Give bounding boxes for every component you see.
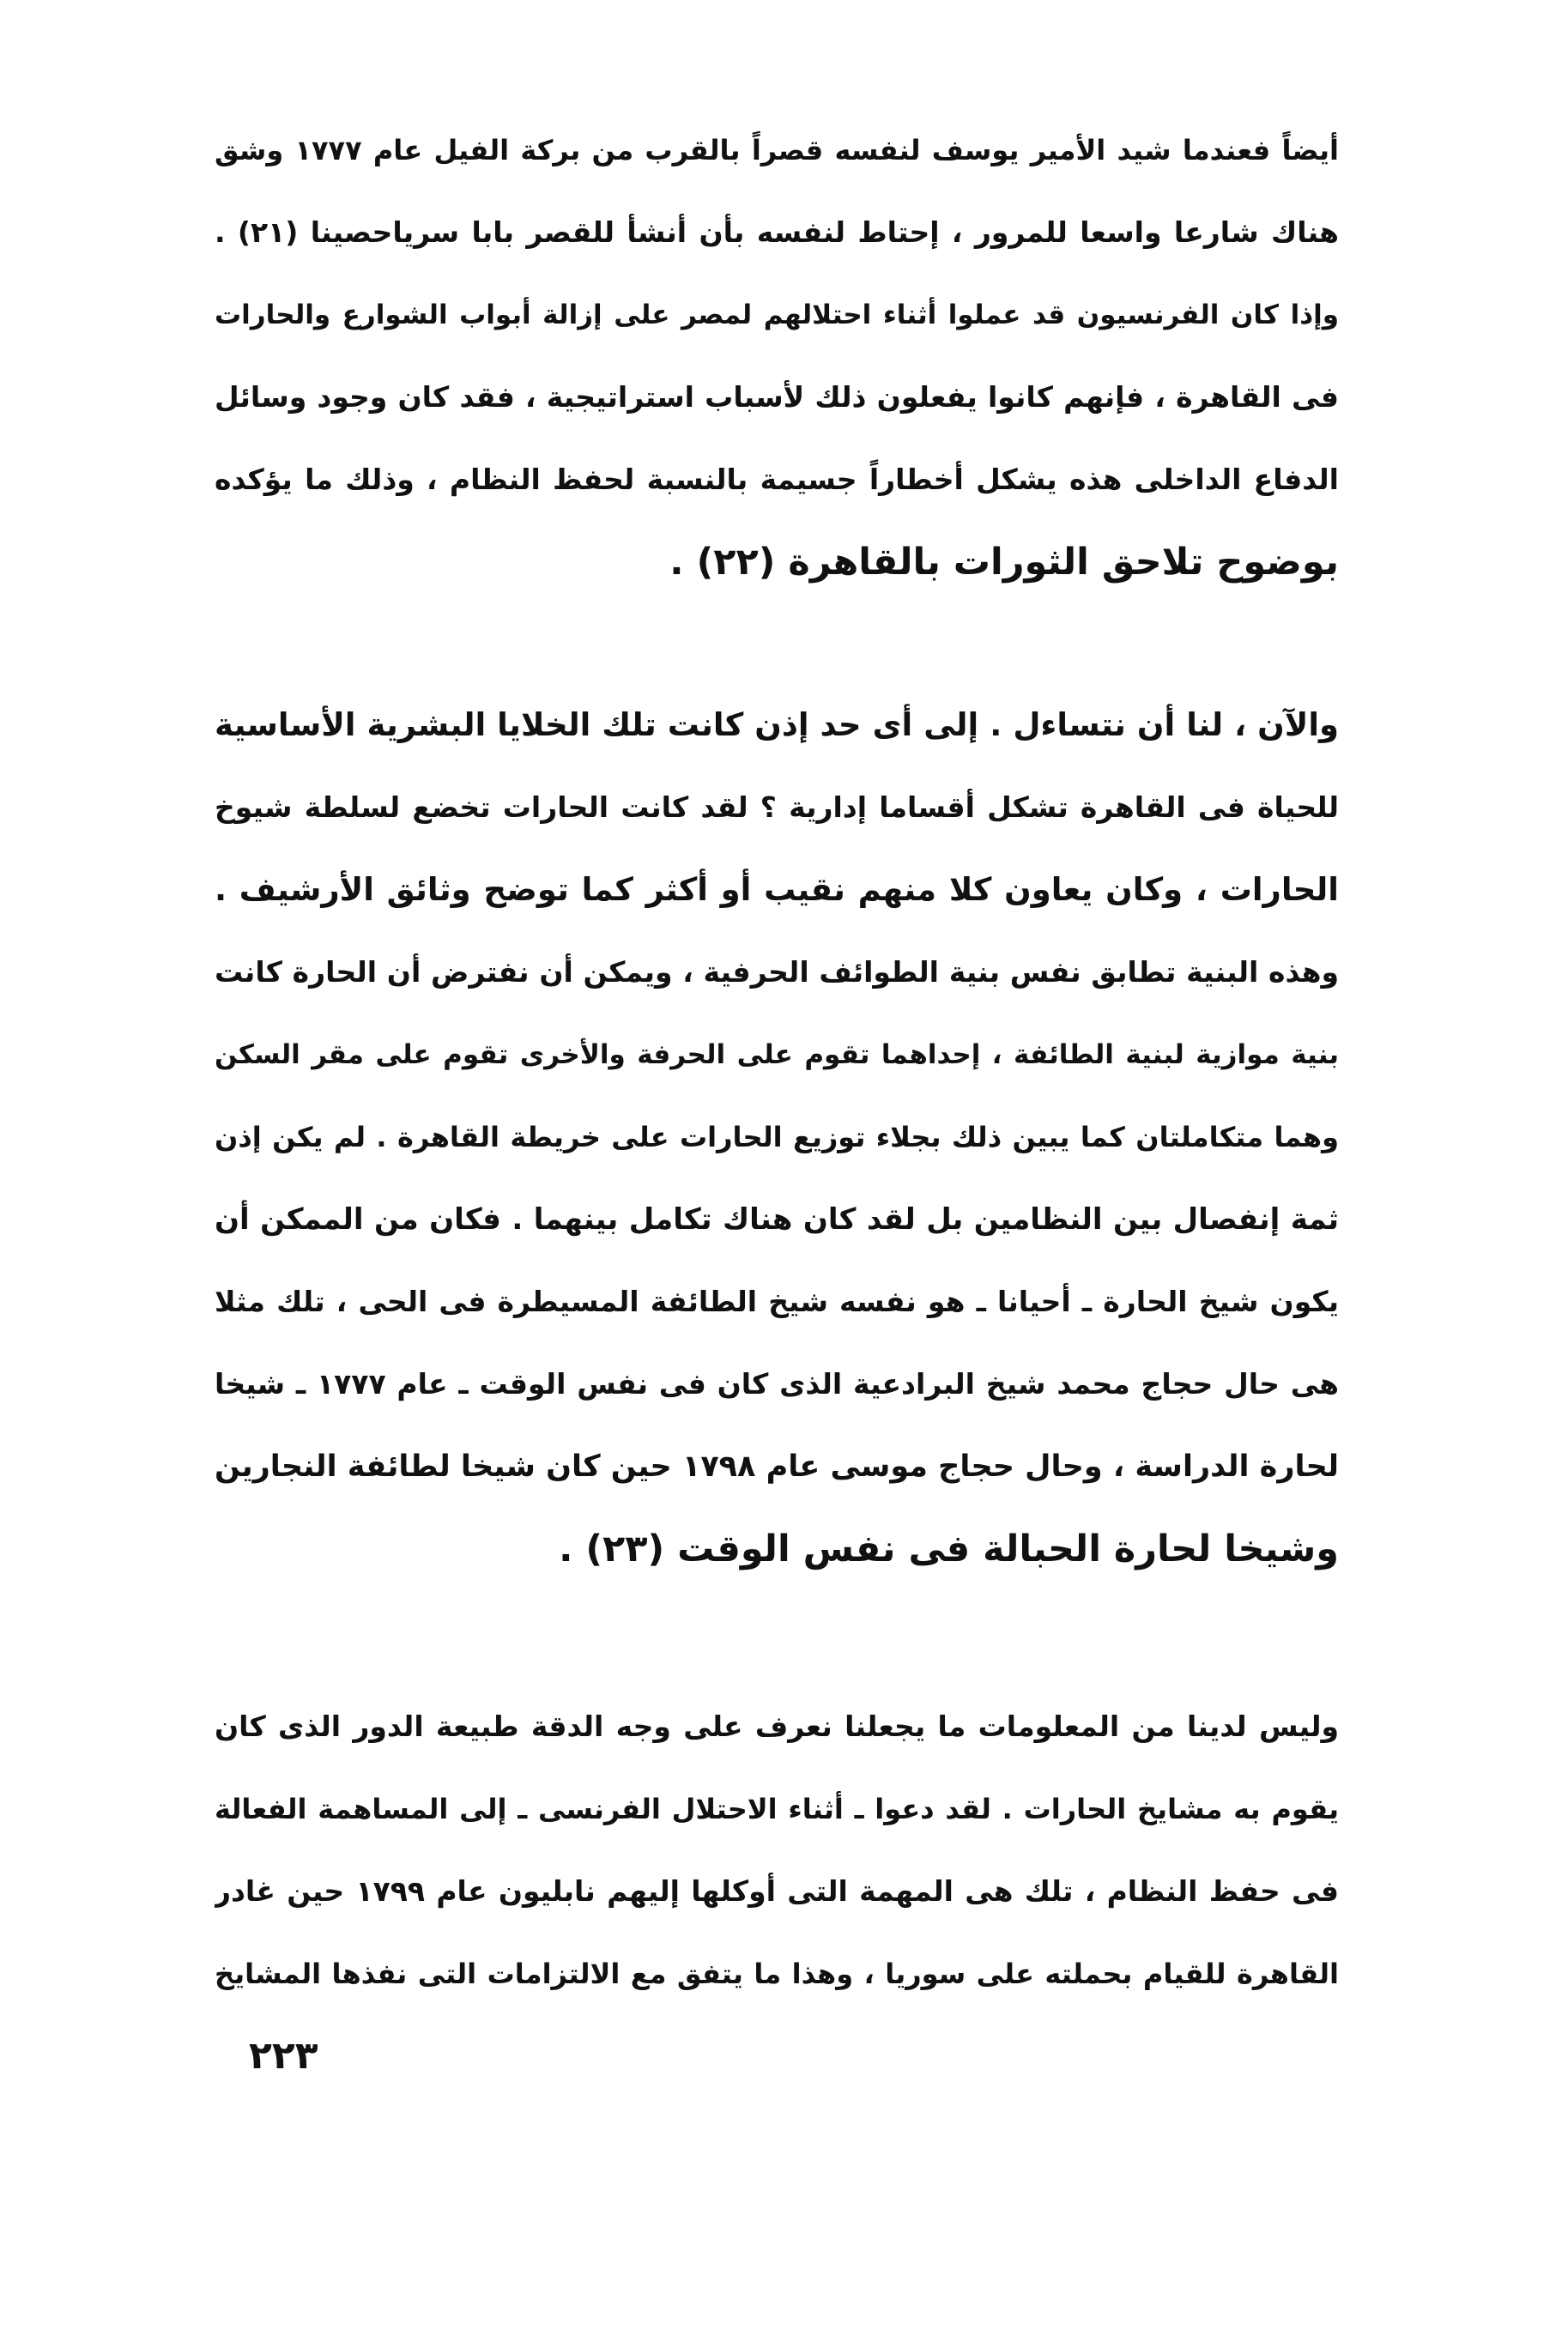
text-line: بوضوح تلاحق الثورات بالقاهرة (٢٢) .	[669, 541, 1339, 584]
text-line: وهذه البنية تطابق نفس بنية الطوائف الحرفية ، ويمكن أن نفترض أن الحارة كانت	[215, 955, 1339, 989]
text-line: فى حفظ النظام ، تلك هى المهمة التى أوكلها إليهم نابليون عام ١٧٩٩ حين غادر	[215, 1874, 1339, 1908]
text-line: لحارة الدراسة ، وحال حجاج موسى عام ١٧٩٨ حين كان شيخا لطائفة النجارين	[215, 1449, 1339, 1484]
text-line: الحارات ، وكان يعاون كلا منهم نقيب أو أكثر كما توضح وثائق الأرشيف .	[215, 871, 1339, 908]
text-line: يكون شيخ الحارة ـ أحيانا ـ هو نفسه شيخ الطائفة المسيطرة فى الحى ، تلك مثلا	[215, 1285, 1339, 1318]
page-number: ٢٢٣	[249, 2034, 318, 2078]
text-line: ثمة إنفصال بين النظامين بل لقد كان هناك تكامل بينهما . فكان من الممكن أن	[215, 1202, 1339, 1237]
text-line: الدفاع الداخلى هذه يشكل أخطاراً جسيمة بالنسبة لحفظ النظام ، وذلك ما يؤكده	[215, 463, 1339, 496]
text-line: وهما متكاملتان كما يبين ذلك بجلاء توزيع الحارات على خريطة القاهرة . لم يكن إذن	[215, 1121, 1339, 1153]
paragraph-2	[215, 684, 1339, 1590]
text-line: وإذا كان الفرنسيون قد عملوا أثناء احتلالهم لمصر على إزالة أبواب الشوارع والحارات	[215, 300, 1339, 330]
text-line: وليس لدينا من المعلومات ما يجعلنا نعرف على وجه الدقة طبيعة الدور الذى كان	[215, 1710, 1339, 1743]
paragraph-3	[215, 1685, 1339, 2015]
text-line: هى حال حجاج محمد شيخ البرادعية الذى كان فى نفس الوقت ـ عام ١٧٧٧ ـ شيخا	[215, 1367, 1339, 1401]
text-line: القاهرة للقيام بحملته على سوريا ، وهذا ما يتفق مع الالتزامات التى نفذها المشايخ	[215, 1958, 1339, 1990]
text-line: بنية موازية لبنية الطائفة ، إحداهما تقوم على الحرفة والأخرى تقوم على مقر السكن	[215, 1039, 1339, 1070]
text-line: والآن ، لنا أن نتساءل . إلى أى حد إذن كانت تلك الخلايا البشرية الأساسية	[215, 706, 1339, 743]
text-line: فى القاهرة ، فإنهم كانوا يفعلون ذلك لأسباب استراتيجية ، فقد كان وجود وسائل	[215, 380, 1339, 414]
text-line: يقوم به مشايخ الحارات . لقد دعوا ـ أثناء الاحتلال الفرنسى ـ إلى المساهمة الفعالة	[215, 1793, 1339, 1825]
paragraph-1	[215, 109, 1339, 603]
text-line: أيضاً فعندما شيد الأمير يوسف لنفسه قصراً بالقرب من بركة الفيل عام ١٧٧٧ وشق	[215, 134, 1339, 166]
text-line: هناك شارعا واسعا للمرور ، إحتاط لنفسه بأن أنشأ للقصر بابا سرياحصينا (٢١) .	[215, 215, 1339, 249]
text-line: وشيخا لحارة الحبالة فى نفس الوقت (٢٣) .	[559, 1528, 1339, 1570]
text-line: للحياة فى القاهرة تشكل أقساما إدارية ؟ لقد كانت الحارات تخضع لسلطة شيوخ	[215, 790, 1339, 824]
